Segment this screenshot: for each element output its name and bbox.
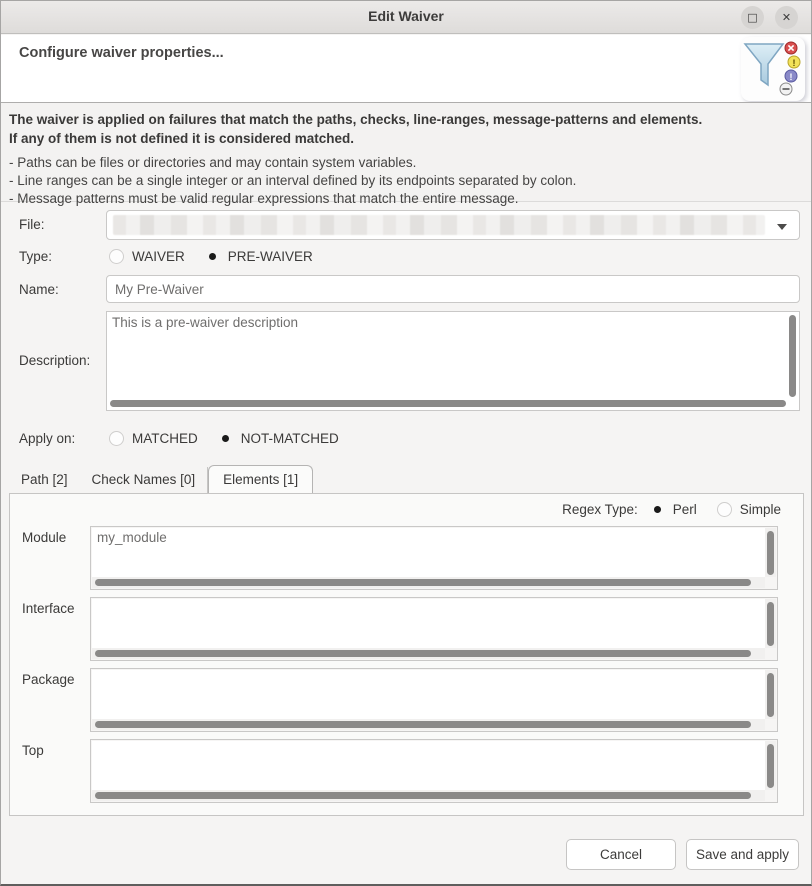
module-hscrollbar[interactable] (95, 579, 751, 586)
description-vscrollbar[interactable] (789, 315, 796, 397)
package-hscrollbar[interactable] (95, 721, 751, 728)
apply-notmatched-label[interactable]: NOT-MATCHED (240, 430, 339, 446)
regex-type-label: Regex Type: (562, 502, 638, 517)
apply-matched-label[interactable]: MATCHED (132, 430, 198, 446)
regex-perl-radio[interactable] (650, 502, 665, 517)
window-title: Edit Waiver (368, 8, 444, 24)
svg-text:!: ! (792, 58, 796, 68)
info-bold-line2: If any of them is not defined it is considered matched. (9, 131, 355, 146)
description-textarea[interactable] (106, 311, 800, 411)
module-vscrollbar[interactable] (767, 531, 774, 575)
chevron-down-icon (777, 224, 787, 230)
file-combobox[interactable] (106, 210, 800, 240)
module-label: Module (22, 530, 67, 545)
tab-path[interactable]: Path [2] (21, 472, 68, 487)
svg-text:!: ! (789, 72, 793, 82)
description-text: This is a pre-waiver description (112, 315, 299, 330)
top-vscrollbar[interactable] (767, 744, 774, 788)
elements-panel (9, 493, 804, 816)
regex-simple-radio[interactable] (717, 502, 732, 517)
regex-simple-label[interactable]: Simple (739, 502, 781, 517)
name-input[interactable] (106, 275, 800, 303)
info-bullet-messages: - Message patterns must be valid regular expressions that match the entire message. (9, 191, 519, 206)
header (1, 35, 811, 102)
info-bullet-lineranges: - Line ranges can be a single integer or an interval defined by its endpoints separated by colon. (9, 173, 577, 188)
type-prewaiver-radio[interactable] (205, 249, 220, 264)
filter-funnel-icon (741, 37, 805, 101)
package-vscrollbar[interactable] (767, 673, 774, 717)
description-label: Description: (19, 353, 91, 368)
maximize-button[interactable]: □ (741, 6, 764, 29)
file-label: File: (19, 217, 45, 232)
info-bullet-paths: - Paths can be files or directories and may contain system variables. (9, 155, 417, 170)
regex-perl-label[interactable]: Perl (672, 502, 697, 517)
type-waiver-label[interactable]: WAIVER (132, 248, 185, 264)
apply-on-label: Apply on: (19, 431, 76, 446)
interface-label: Interface (22, 601, 75, 616)
type-waiver-radio[interactable] (109, 249, 124, 264)
interface-textarea[interactable] (90, 597, 778, 661)
top-label: Top (22, 743, 44, 758)
package-label: Package (22, 672, 75, 687)
close-button[interactable]: ✕ (775, 6, 798, 29)
page-title: Configure waiver properties... (19, 45, 224, 61)
titlebar[interactable] (1, 1, 811, 34)
apply-matched-radio[interactable] (109, 431, 124, 446)
module-text: my_module (97, 530, 167, 545)
interface-hscrollbar[interactable] (95, 650, 751, 657)
name-label: Name: (19, 282, 59, 297)
tab-elements[interactable]: Elements [1] (208, 465, 313, 495)
cancel-button[interactable]: Cancel (566, 839, 676, 870)
top-hscrollbar[interactable] (95, 792, 751, 799)
tab-bar (9, 466, 313, 494)
tab-check-names[interactable]: Check Names [0] (80, 467, 209, 494)
type-prewaiver-label[interactable]: PRE-WAIVER (227, 248, 313, 264)
file-redacted-value (113, 215, 765, 235)
apply-notmatched-radio[interactable] (218, 431, 233, 446)
save-and-apply-button[interactable]: Save and apply (686, 839, 799, 870)
top-textarea[interactable] (90, 739, 778, 803)
interface-vscrollbar[interactable] (767, 602, 774, 646)
info-bold-line1: The waiver is applied on failures that match the paths, checks, line-ranges, message-patterns and elements. (9, 112, 703, 127)
module-textarea[interactable] (90, 526, 778, 590)
regex-type-row (562, 502, 781, 517)
type-label: Type: (19, 249, 53, 264)
description-hscrollbar[interactable] (110, 400, 786, 407)
package-textarea[interactable] (90, 668, 778, 732)
info-box (1, 102, 811, 206)
